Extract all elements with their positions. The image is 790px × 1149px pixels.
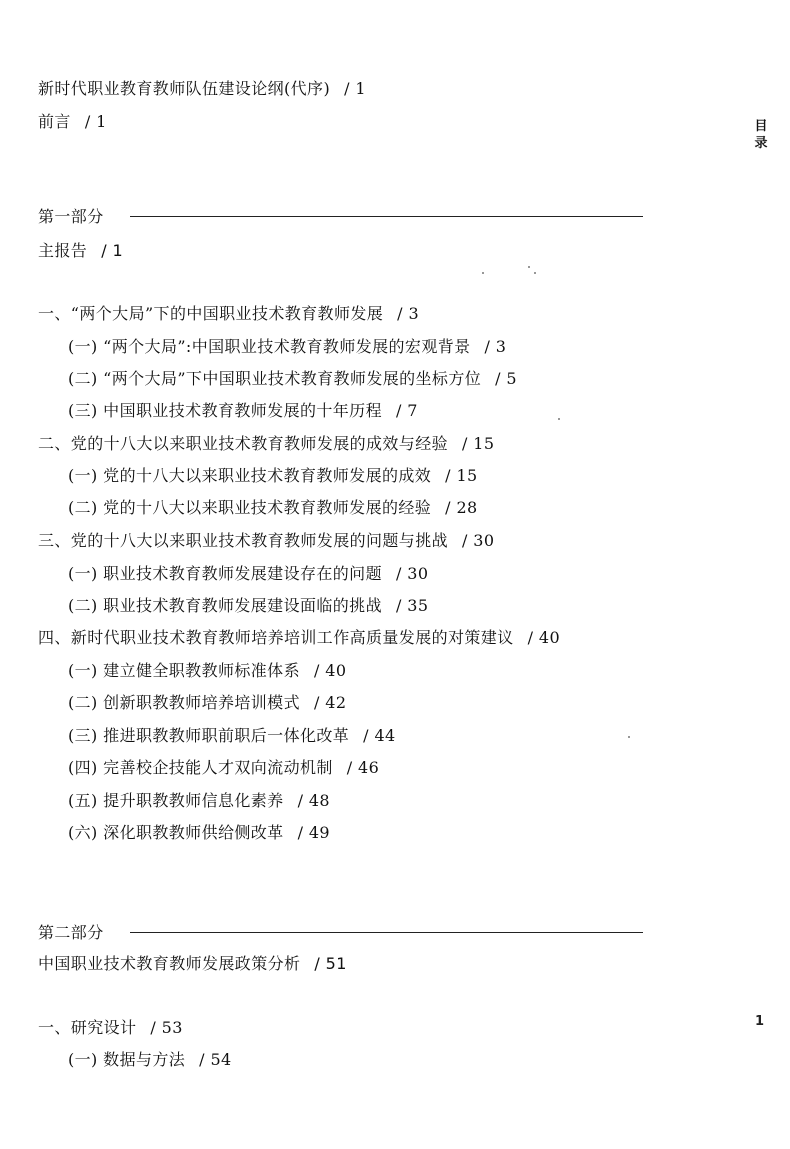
toc-entry-page: / 35 [395, 596, 429, 615]
toc-entry-foreword[interactable] [38, 111, 107, 133]
scan-speck [558, 418, 560, 420]
toc-entry-page: / 44 [363, 726, 396, 745]
toc-entry-title: (一) 数据与方法 [68, 1050, 186, 1069]
toc-entry-title: (一) 党的十八大以来职业技术教育教师发展的成效 [68, 466, 432, 485]
toc-entry-title: (一) “两个大局”:中国职业技术教育教师发展的宏观背景 [68, 337, 471, 356]
toc-entry-page: / 40 [527, 628, 561, 647]
toc-entry-page: / 1 [84, 112, 107, 131]
scan-speck [628, 736, 630, 738]
toc-subentry[interactable] [68, 368, 517, 390]
toc-subentry[interactable] [68, 336, 506, 358]
toc-subentry[interactable] [68, 725, 396, 747]
part-heading-2 [38, 922, 104, 944]
toc-entry-page: / 28 [445, 498, 478, 517]
scan-speck [534, 272, 536, 274]
toc-subentry[interactable] [68, 595, 428, 617]
toc-entry-page: / 46 [346, 758, 380, 777]
toc-entry-page: / 15 [445, 466, 478, 485]
toc-entry-page: / 7 [395, 401, 418, 420]
toc-entry-page: / 54 [199, 1050, 232, 1069]
toc-entry-page: / 15 [462, 434, 495, 453]
part-heading-1 [38, 206, 104, 228]
toc-entry-title: (四) 完善校企技能人才双向流动机制 [68, 758, 333, 777]
toc-subentry[interactable] [68, 757, 379, 779]
toc-entry[interactable] [38, 303, 419, 325]
part-label: 第一部分 [38, 207, 104, 226]
toc-entry-title: (二) 职业技术教育教师发展建设面临的挑战 [68, 596, 382, 615]
part-label: 第二部分 [38, 923, 104, 942]
toc-entry-title: (二) 创新职教教师培养培训模式 [68, 693, 300, 712]
toc-subentry[interactable] [68, 497, 478, 519]
toc-subentry[interactable] [68, 790, 330, 812]
toc-subentry[interactable] [68, 563, 428, 585]
toc-entry-title: (三) 中国职业技术教育教师发展的十年历程 [68, 401, 382, 420]
toc-entry-page: / 40 [313, 661, 347, 680]
scan-speck [528, 266, 530, 268]
toc-entry-preface[interactable] [38, 78, 366, 100]
toc-subentry[interactable] [68, 1049, 232, 1071]
toc-entry-page: / 1 [101, 241, 124, 260]
toc-subentry[interactable] [68, 692, 346, 714]
toc-entry-page: / 3 [397, 304, 420, 323]
scan-speck [482, 272, 484, 274]
toc-entry[interactable] [38, 433, 494, 455]
toc-entry-page: / 1 [344, 79, 366, 98]
toc-entry-main-report[interactable] [38, 240, 123, 262]
toc-subentry[interactable] [68, 400, 418, 422]
toc-entry[interactable] [38, 627, 560, 649]
toc-entry-title: 三、党的十八大以来职业技术教育教师发展的问题与挑战 [38, 531, 449, 550]
toc-entry-title: (五) 提升职教教师信息化素养 [68, 791, 284, 810]
toc-entry-title: 一、“两个大局”下的中国职业技术教育教师发展 [38, 304, 384, 323]
toc-subentry[interactable] [68, 822, 330, 844]
toc-entry-page: / 48 [297, 791, 331, 810]
toc-entry-title: 二、党的十八大以来职业技术教育教师发展的成效与经验 [38, 434, 449, 453]
toc-entry-page: / 30 [395, 564, 429, 583]
toc-entry-page: / 5 [495, 369, 517, 388]
toc-entry-page: / 30 [462, 531, 495, 550]
part-rule [130, 216, 643, 217]
toc-subentry[interactable] [68, 465, 478, 487]
toc-entry-title: (一) 建立健全职教教师标准体系 [68, 661, 300, 680]
toc-entry-page: / 49 [297, 823, 331, 842]
toc-entry-title: 新时代职业教育教师队伍建设论纲(代序) [38, 79, 331, 98]
part-rule [130, 932, 643, 933]
toc-entry-title: 中国职业技术教育教师发展政策分析 [38, 954, 301, 973]
toc-entry[interactable] [38, 530, 494, 552]
toc-entry-page: / 3 [484, 337, 507, 356]
toc-entry-policy-analysis[interactable] [38, 953, 347, 975]
toc-entry-title: 一、研究设计 [38, 1018, 137, 1037]
side-tab: 目录 [754, 119, 768, 151]
toc-entry-page: / 42 [313, 693, 347, 712]
toc-entry-title: (六) 深化职教教师供给侧改革 [68, 823, 284, 842]
toc-subentry[interactable] [68, 660, 346, 682]
toc-entry-page: / 51 [314, 954, 347, 973]
edge-mark: 1 [755, 1014, 765, 1029]
toc-entry-title: (一) 职业技术教育教师发展建设存在的问题 [68, 564, 382, 583]
toc-entry-title: (二) “两个大局”下中国职业技术教育教师发展的坐标方位 [68, 369, 482, 388]
toc-entry-title: 前言 [38, 112, 71, 131]
toc-entry-title: 四、新时代职业技术教育教师培养培训工作高质量发展的对策建议 [38, 628, 514, 647]
toc-entry-title: 主报告 [38, 241, 88, 260]
toc-entry-page: / 53 [150, 1018, 183, 1037]
toc-entry[interactable] [38, 1017, 183, 1039]
toc-entry-title: (二) 党的十八大以来职业技术教育教师发展的经验 [68, 498, 432, 517]
toc-entry-title: (三) 推进职教教师职前职后一体化改革 [68, 726, 350, 745]
